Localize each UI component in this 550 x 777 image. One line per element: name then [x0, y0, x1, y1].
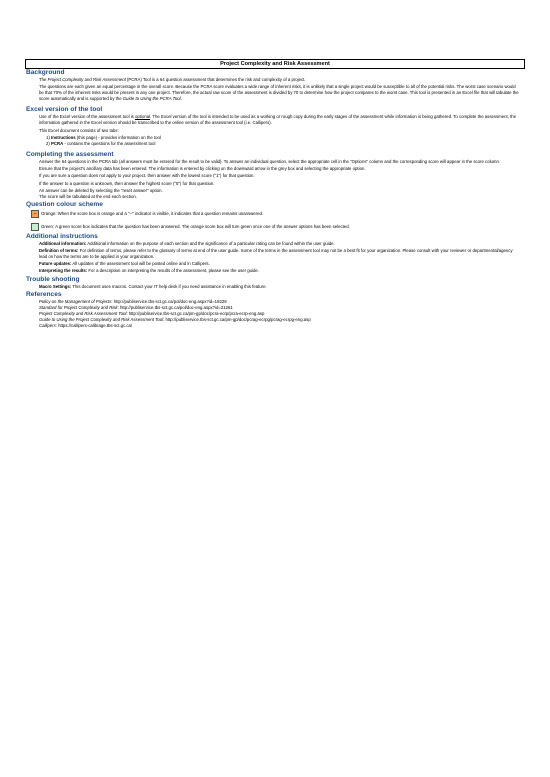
tab-pcra-item: 2) PCRA - contains the questions for the assessment tool [46, 140, 156, 146]
completing-heading: Completing the assessment [26, 150, 114, 158]
background-heading: Background [26, 69, 65, 76]
interpreting-results: Interpreting the results: For a description on interpreting the results of the assessment, please see the user guide. [39, 268, 259, 274]
excel-tabs-text: This Excel document consists of two tabs: [39, 127, 119, 133]
completing-step-4: If the answer to a question is unknown, then answer the highest score ("5") for that question. [39, 180, 215, 186]
colour-heading: Question colour scheme [26, 200, 103, 208]
background-scoring: The questions are each given an equal percentage in the overall score. Because the PCRA score evaluates a wide range of inherent risks, it is unlikely that a single project would be susceptible to all of the potential risks. The worst case scenario would be that 70% of the inherent risks would be present in any one project. Therefore, the actual raw score of the assessment is divided by 70 to determine how the project compares to the worst case. This tool is presented in an Excel file that will tabulate the score automatically and is supported by the Guide to Using the PCRA Tool. [39, 84, 519, 102]
macro-settings: Macro Settings: This document uses macros. Contact your IT help desk if you need assistance in enabling this feature. [39, 283, 267, 289]
completing-step-3: If you are sure a question does not apply to your project, then answer with the lowest score ("1") for that question. [39, 173, 255, 179]
completing-step-2: Ensure that the project's ancillary data has been entered. The information is entered by clicking on the downward arrow in the grey box and selecting the appropriate option. [39, 166, 366, 172]
completing-step-5: An answer can be deleted by selecting the "reset answer" option. [39, 187, 163, 193]
excel-heading: Excel version of the tool [26, 106, 103, 114]
additional-info: Additional information: Additional information on the purpose of each section and the significance of a particular rating can be found within the user guide. [39, 240, 335, 246]
references-heading: References [26, 290, 62, 298]
green-legend-row [31, 223, 525, 231]
reference-link[interactable]: Standard for Project Complexity and Risk: http://publiservice.tbs-sct.gc.ca/pol/doc-eng.aspx?id=21261 [39, 304, 233, 310]
instructions-sheet [25, 59, 525, 329]
tab-instructions-item: 1) Instructions (this page) - provides information on the tool [46, 134, 161, 140]
background-intro: The Project Complexity and Risk Assessment (PCRA) Tool is a 64 question assessment that determines the risk and complexity of a project. [39, 77, 306, 82]
excel-optional-text: Use of the Excel version of the assessment tool is optional. The Excel version of the tool is intended to be used as a working or rough copy during the early stages of the assessment while information is being gathered. To complete the assessment, the information gathered in the Excel version should be transcribed to the online version of the assessment tool (i.e. Callipers). [39, 114, 517, 126]
orange-swatch [31, 210, 39, 218]
orange-legend-text: Orange: When the score box is orange and a "--" indicator is visible, it indicates that a question remains unanswered. [41, 210, 264, 216]
definition-of-terms: Definition of terms: For definition of terms, please refer to the glossary of terms at end of the user guide. Some of the terms in the assessment tool may not be a best fit for your organization. Please consult with your reviewer or departmental/agency lead on how the terms are to be applied in your organization. [39, 248, 513, 260]
unanswered-indicator: -- [33, 210, 37, 217]
reference-link[interactable]: Guide to Using the Project Complexity and Risk Assessment Tool: http://publiservice.tbs-sct.gc.ca/pm-gp/doc/pcrag-ecrpg/pcrag-ecrpg-eng.asp [39, 316, 311, 322]
future-updates: Future updates: All updates of the assessment tool will be posted online and in Callipers. [39, 261, 210, 267]
orange-legend-row [31, 210, 525, 218]
green-swatch [31, 223, 39, 231]
reference-link[interactable]: Policy on the Management of Projects: http://publiservice.tbs-sct.gc.ca/pol/doc-eng.aspx?id=18229 [39, 298, 227, 304]
page-title: Project Complexity and Risk Assessment [25, 59, 525, 69]
completing-step-6: The score will be tabulated at the end each section. [39, 193, 137, 199]
trouble-heading: Trouble shooting [26, 275, 80, 283]
additional-heading: Additional instructions [26, 232, 98, 240]
green-legend-text: Green: A green score box indicates that the question has been answered. The orange score box will turn green once one of the answer options has been selected. [41, 223, 350, 229]
completing-step-1: Answer the 64 questions in the PCRA tab (all answers must be entered for the result to be valid). To answer an individual question, select the appropriate cell in the "Options" column and the corresponding score will appear in the score column. [39, 158, 501, 164]
reference-link[interactable]: Project Complexity and Risk Assessment Tool: http://publiservice.tbs-sct.gc.ca/pm-gp/doc/pcra-ecrp/pcra-ecrp-eng.asp [39, 310, 265, 316]
reference-link[interactable]: Callipers: https://callipers-calibrage.tbs-sct.gc.ca/ [39, 322, 133, 328]
